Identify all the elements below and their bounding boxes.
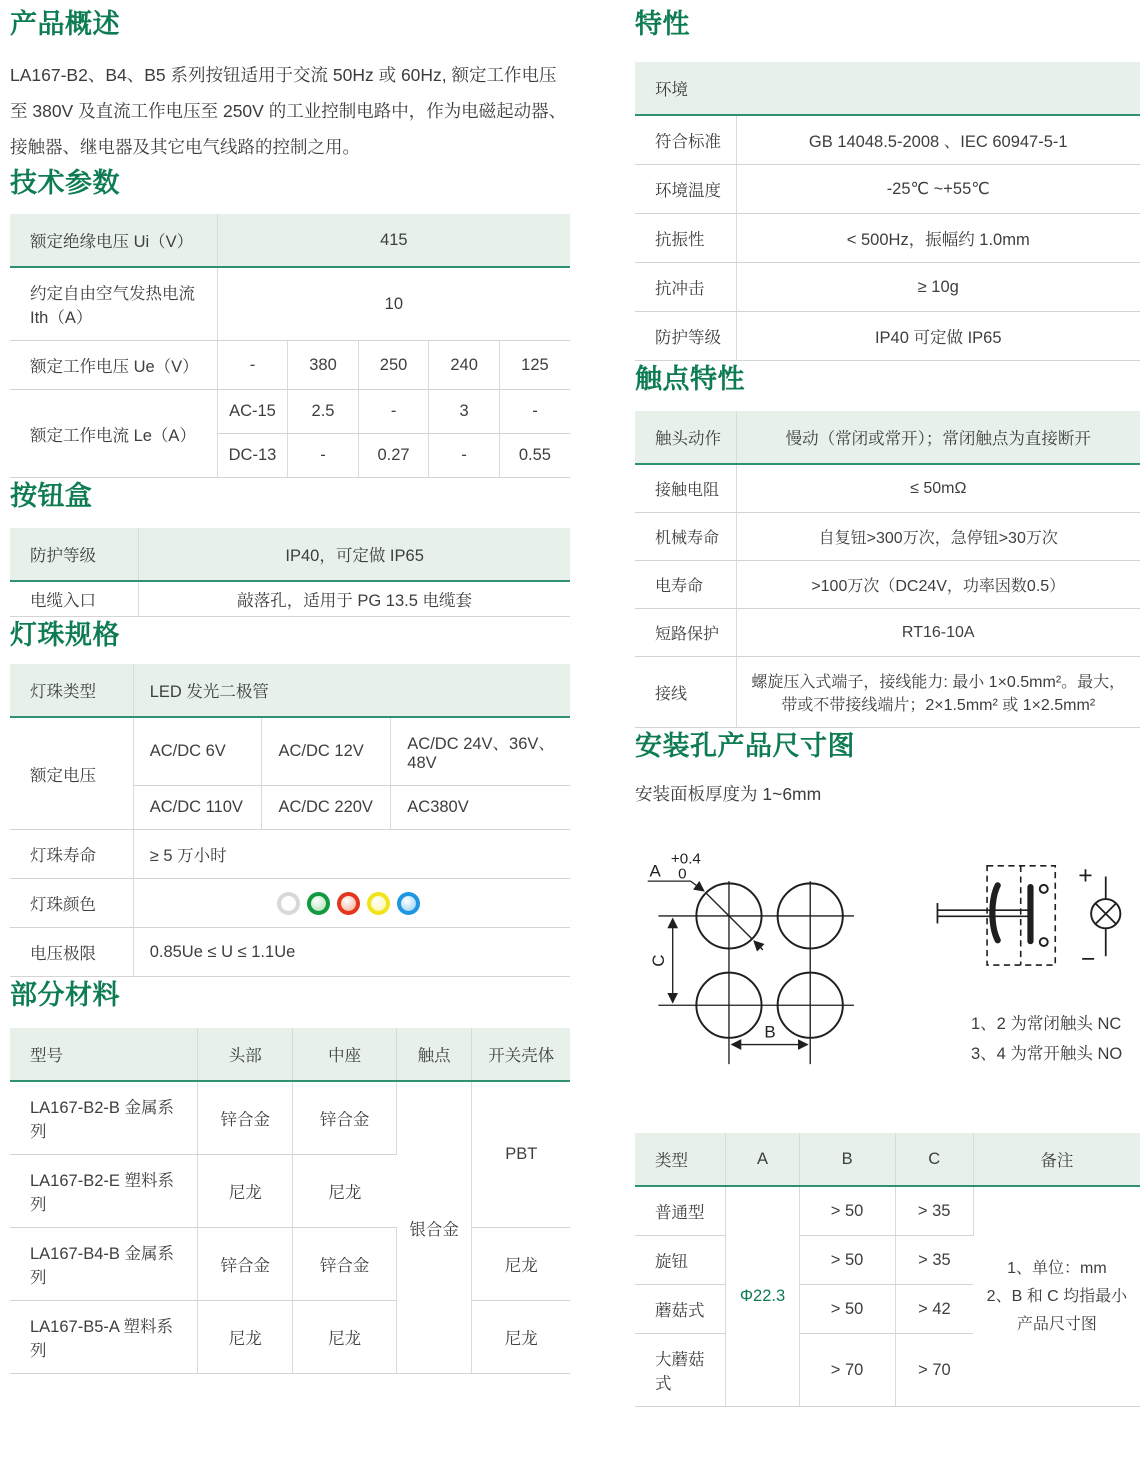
table-header-row [10, 1028, 570, 1081]
row-value: LED 发光二极管 [133, 664, 570, 717]
diameter-a-cell: Φ22.3 [726, 1186, 799, 1407]
row-label: 电缆入口 [10, 581, 139, 617]
dim-b-cell: > 50 [799, 1285, 895, 1334]
table-row [635, 165, 1140, 214]
row-value: - [499, 390, 570, 434]
mid-cell: 锌合金 [293, 1228, 397, 1301]
table-row [10, 390, 570, 434]
table-row [635, 115, 1140, 165]
led-yellow-icon [367, 892, 390, 915]
section-features [635, 6, 1140, 361]
overview-paragraph: LA167-B2、B4、B5 系列按钮适用于交流 50Hz 或 60Hz, 额定工作电压至 380V 及直流工作电压至 250V 的工业控制电路中，作为电磁起动器、接触器、继电器及其它电气线路的控制之用。 [10, 65, 567, 157]
row-value: ≤ 50mΩ [736, 464, 1140, 513]
terminal-circle [1040, 885, 1048, 893]
row-label: 环境温度 [635, 165, 736, 214]
model-cell: LA167-B2-B 金属系列 [10, 1081, 198, 1155]
row-label: 额定工作电流 Le（A） [10, 390, 217, 478]
table-row [635, 513, 1140, 561]
row-label: 额定绝缘电压 Ui（V） [10, 214, 217, 267]
row-value: 螺旋压入式端子，接线能力: 最小 1×0.5mm²。最大，带或不带接线端片；2×1.5mm² 或 1×2.5mm² [736, 657, 1140, 728]
head-cell: 锌合金 [198, 1081, 293, 1155]
row-label: 抗振性 [635, 214, 736, 263]
row-value: RT16-10A [736, 609, 1140, 657]
row-value: 10 [217, 267, 570, 341]
dim-c-cell: > 42 [895, 1285, 973, 1334]
nc-contact-bar [992, 885, 997, 940]
section-materials [10, 977, 570, 1374]
column-header: 开关壳体 [472, 1028, 570, 1081]
table-row [10, 830, 570, 879]
row-label: 短路保护 [635, 609, 736, 657]
button-box-title: 按钮盒 [10, 481, 93, 511]
row-value: - [429, 434, 500, 478]
button-box-table [10, 528, 570, 617]
dim-b-label: B [764, 1022, 776, 1042]
row-label: 灯珠颜色 [10, 879, 133, 928]
column-header: 型号 [10, 1028, 198, 1081]
terminal-circle [1040, 938, 1048, 946]
lamp-specs-title: 灯珠规格 [10, 620, 120, 650]
remark-line: 1、单位：mm [1007, 1259, 1107, 1277]
row-label: 触头动作 [635, 411, 736, 464]
led-green-icon [307, 892, 330, 915]
shell-cell: 尼龙 [472, 1301, 570, 1374]
row-value: GB 14048.5-2008 、IEC 60947-5-1 [736, 115, 1140, 165]
table-header-row [635, 411, 1140, 464]
dim-b-cell: > 70 [799, 1334, 895, 1407]
table-row [10, 214, 570, 267]
table-header-row [635, 1133, 1140, 1186]
type-cell: 普通型 [635, 1186, 726, 1236]
section-contact-characteristics [635, 361, 1140, 728]
table-row [635, 464, 1140, 513]
row-label: 符合标准 [635, 115, 736, 165]
row-value: - [217, 341, 288, 390]
table-row [635, 1186, 1140, 1236]
mounting-title: 安装孔产品尺寸图 [635, 731, 855, 761]
contact-characteristics-table [635, 411, 1140, 728]
features-table [635, 62, 1140, 361]
led-blue-icon [397, 892, 420, 915]
column-header: A [726, 1133, 799, 1186]
row-value: 3 [429, 390, 500, 434]
mid-cell: 尼龙 [293, 1301, 397, 1374]
dim-c-label: C [648, 954, 668, 967]
dim-a-tolerance-upper: +0.4 [670, 850, 701, 868]
type-cell: 大蘑菇式 [635, 1334, 726, 1407]
column-header: 环境 [635, 62, 1140, 115]
row-label: 防护等级 [10, 528, 139, 581]
hole-dimensions-table [635, 1133, 1140, 1407]
row-label: 额定工作电压 Ue（V） [10, 341, 217, 390]
table-row [635, 312, 1140, 361]
dim-c-cell: > 35 [895, 1236, 973, 1285]
row-value: >100万次（DC24V，功率因数0.5） [736, 561, 1140, 609]
row-label: 防护等级 [635, 312, 736, 361]
row-value: - [358, 390, 429, 434]
row-value: 240 [429, 341, 500, 390]
polarity-minus-label: − [1080, 945, 1096, 973]
table-row [10, 267, 570, 341]
dim-a-end-arrow [754, 941, 763, 950]
row-value: 2.5 [288, 390, 359, 434]
section-button-box [10, 478, 570, 617]
model-cell: LA167-B4-B 金属系列 [10, 1228, 198, 1301]
contact-legend [971, 1009, 1122, 1069]
lamp-cross [1096, 904, 1116, 924]
table-row [635, 263, 1140, 312]
model-cell: LA167-B5-A 塑料系列 [10, 1301, 198, 1374]
table-row [10, 1301, 570, 1374]
dim-a-tolerance-lower: 0 [678, 865, 687, 883]
table-row [10, 581, 570, 617]
mid-cell: 尼龙 [293, 1155, 397, 1228]
row-label: 灯珠类型 [10, 664, 133, 717]
row-value: 415 [217, 214, 570, 267]
row-value: AC380V [391, 786, 570, 830]
section-tech-params [10, 165, 570, 478]
column-header: C [895, 1133, 973, 1186]
row-value: IP40，可定做 IP65 [139, 528, 570, 581]
row-value: AC/DC 220V [262, 786, 391, 830]
head-cell: 尼龙 [198, 1155, 293, 1228]
column-header: 中座 [293, 1028, 397, 1081]
row-label: 灯珠寿命 [10, 830, 133, 879]
section-mounting-dimensions [635, 728, 1140, 1407]
table-row [10, 879, 570, 928]
table-row [10, 664, 570, 717]
row-value: ≥ 5 万小时 [133, 830, 570, 879]
table-row [635, 214, 1140, 263]
shell-cell: PBT [472, 1081, 570, 1228]
row-value: 敲落孔，适用于 PG 13.5 电缆套 [139, 581, 570, 617]
row-value: AC/DC 12V [262, 717, 391, 786]
row-value: -25℃ ~+55℃ [736, 165, 1140, 214]
legend-line-no: 3、4 为常开触头 NO [971, 1045, 1123, 1063]
materials-title: 部分材料 [10, 980, 120, 1010]
contact-circuit-diagram [923, 857, 1140, 981]
row-label: 机械寿命 [635, 513, 736, 561]
centerlines [658, 881, 854, 1064]
lamp-color-swatches [133, 879, 570, 928]
row-value: 0.27 [358, 434, 429, 478]
dim-a-leader [648, 881, 704, 891]
materials-table [10, 1028, 570, 1374]
column-header: B [799, 1133, 895, 1186]
section-lamp-specs [10, 617, 570, 977]
row-value: - [288, 434, 359, 478]
section-overview [10, 6, 570, 165]
tech-params-table [10, 214, 570, 478]
column-header: 头部 [198, 1028, 293, 1081]
table-row [10, 928, 570, 977]
row-label: 额定电压 [10, 717, 133, 830]
row-value: < 500Hz，振幅约 1.0mm [736, 214, 1140, 263]
row-value: 0.55 [499, 434, 570, 478]
plunger-shaft [937, 910, 1030, 916]
row-label: 电压极限 [10, 928, 133, 977]
row-value: 380 [288, 341, 359, 390]
type-cell: 蘑菇式 [635, 1285, 726, 1334]
dim-c-cell: > 70 [895, 1334, 973, 1407]
left-column [10, 6, 570, 1374]
row-label: 接触电阻 [635, 464, 736, 513]
row-value: IP40 可定做 IP65 [736, 312, 1140, 361]
row-label: 电寿命 [635, 561, 736, 609]
table-row [635, 657, 1140, 728]
row-label: 抗冲击 [635, 263, 736, 312]
row-value: AC/DC 24V、36V、48V [391, 717, 570, 786]
tech-params-title: 技术参数 [10, 168, 120, 198]
table-row [635, 609, 1140, 657]
table-row [10, 1081, 570, 1155]
row-value: 250 [358, 341, 429, 390]
table-row [10, 1228, 570, 1301]
mid-cell: 锌合金 [293, 1081, 397, 1155]
contact-characteristics-title: 触点特性 [635, 364, 745, 394]
row-value: 自复钮>300万次，急停钮>30万次 [736, 513, 1140, 561]
column-header: 类型 [635, 1133, 726, 1186]
features-title: 特性 [635, 9, 690, 39]
shell-cell: 尼龙 [472, 1228, 570, 1301]
overview-title: 产品概述 [10, 9, 120, 39]
model-cell: LA167-B2-E 塑料系列 [10, 1155, 198, 1228]
led-red-icon [337, 892, 360, 915]
row-value: 慢动（常闭或常开）；常闭触点为直接断开 [736, 411, 1140, 464]
head-cell: 锌合金 [198, 1228, 293, 1301]
dim-b-cell: > 50 [799, 1186, 895, 1236]
dim-b-cell: > 50 [799, 1236, 895, 1285]
legend-line-nc: 1、2 为常闭触头 NC [971, 1015, 1122, 1033]
head-cell: 尼龙 [198, 1301, 293, 1374]
column-header: 备注 [973, 1133, 1140, 1186]
dim-a-label: A [649, 861, 661, 881]
row-value: AC/DC 110V [133, 786, 262, 830]
panel-thickness-note: 安装面板厚度为 1~6mm [635, 784, 822, 804]
lamp-specs-table [10, 664, 570, 977]
row-value: ≥ 10g [736, 263, 1140, 312]
row-label: 约定自由空气发热电流 Ith（A） [10, 267, 217, 341]
row-label: 接线 [635, 657, 736, 728]
led-white-icon [277, 892, 300, 915]
table-header-row [635, 62, 1140, 115]
table-row [635, 561, 1140, 609]
remark-line: 2、B 和 C 均指最小产品尺寸图 [986, 1287, 1128, 1333]
row-subcategory: AC-15 [217, 390, 288, 434]
row-value: 125 [499, 341, 570, 390]
polarity-plus-label: + [1078, 862, 1093, 890]
dim-c-cell: > 35 [895, 1186, 973, 1236]
remarks-cell [973, 1186, 1140, 1407]
row-value: 0.85Ue ≤ U ≤ 1.1Ue [133, 928, 570, 977]
mounting-holes-diagram [637, 847, 887, 1084]
dimension-diagrams [635, 841, 1140, 1105]
column-header: 触点 [396, 1028, 472, 1081]
table-row [10, 717, 570, 786]
table-row [10, 341, 570, 390]
row-value: AC/DC 6V [133, 717, 262, 786]
row-subcategory: DC-13 [217, 434, 288, 478]
right-column [635, 6, 1140, 1407]
contact-material-cell: 银合金 [396, 1081, 472, 1374]
type-cell: 旋钮 [635, 1236, 726, 1285]
table-row [10, 528, 570, 581]
